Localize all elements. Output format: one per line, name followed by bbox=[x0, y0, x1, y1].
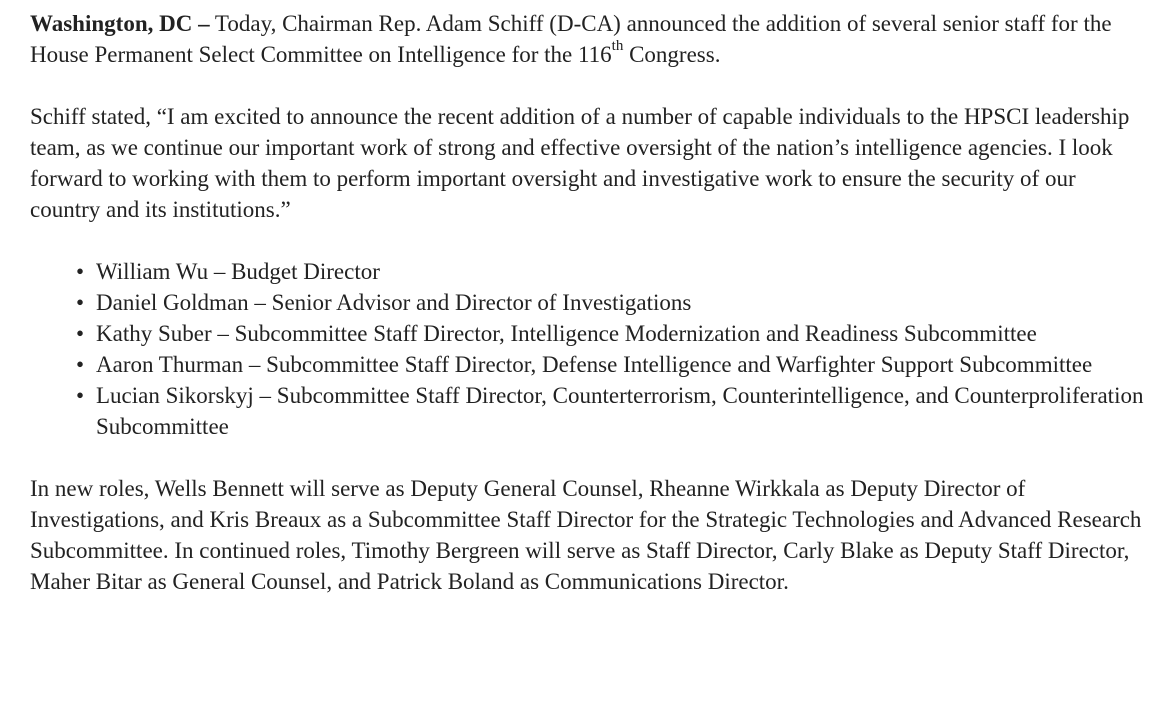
quote-paragraph: Schiff stated, “I am excited to announce the recent addition of a number of capable individuals to the HPSCI leadership team, as we continue our important work of strong and effective oversight of the nation’s intelligence agencies. I look forward to working with them to perform important oversight and investigative work to ensure the security of our country and its institutions.” bbox=[30, 104, 1130, 222]
bullet-icon: • bbox=[76, 352, 85, 377]
intro-text-end: Congress. bbox=[623, 42, 721, 67]
bullet-icon: • bbox=[76, 321, 85, 346]
intro-text: Today, Chairman Rep. Adam Schiff (D-CA) announced the addition of several senior staff for the House Permanent Select Committee on Intelligence for the 116 bbox=[30, 11, 1112, 67]
bullet-icon: • bbox=[76, 383, 85, 408]
list-item bbox=[76, 256, 1150, 287]
list-item-text: Aaron Thurman – Subcommittee Staff Director, Defense Intelligence and Warfighter Support Subcommittee bbox=[96, 352, 1093, 377]
roles-paragraph: In new roles, Wells Bennett will serve as Deputy General Counsel, Rheanne Wirkkala as Deputy Director of Investigations, and Kris Breaux as a Subcommittee Staff Director for the Strategic Technologies and Advanced Research Subcommittee. In continued roles, Timothy Bergreen will serve as Staff Director, Carly Blake as Deputy Staff Director, Maher Bitar as General Counsel, and Patrick Boland as Communications Director. bbox=[30, 476, 1142, 594]
bullet-icon: • bbox=[76, 259, 85, 284]
bullet-icon: • bbox=[76, 290, 85, 315]
list-item bbox=[76, 318, 1150, 349]
list-item-text: William Wu – Budget Director bbox=[96, 259, 380, 284]
list-item-text: Kathy Suber – Subcommittee Staff Director, Intelligence Modernization and Readiness Subcommittee bbox=[96, 321, 1037, 346]
list-item-text: Daniel Goldman – Senior Advisor and Director of Investigations bbox=[96, 290, 692, 315]
press-release-body bbox=[30, 8, 1150, 597]
ordinal-suffix: th bbox=[611, 38, 624, 55]
list-item bbox=[76, 349, 1150, 380]
staff-list bbox=[30, 256, 1150, 442]
intro-paragraph bbox=[30, 8, 1150, 70]
list-item-text: Lucian Sikorskyj – Subcommittee Staff Director, Counterterrorism, Counterintelligence, and Counterproliferation Subcommittee bbox=[96, 383, 1144, 439]
dateline: Washington, DC – bbox=[30, 11, 210, 36]
list-item bbox=[76, 287, 1150, 318]
list-item bbox=[76, 380, 1150, 442]
